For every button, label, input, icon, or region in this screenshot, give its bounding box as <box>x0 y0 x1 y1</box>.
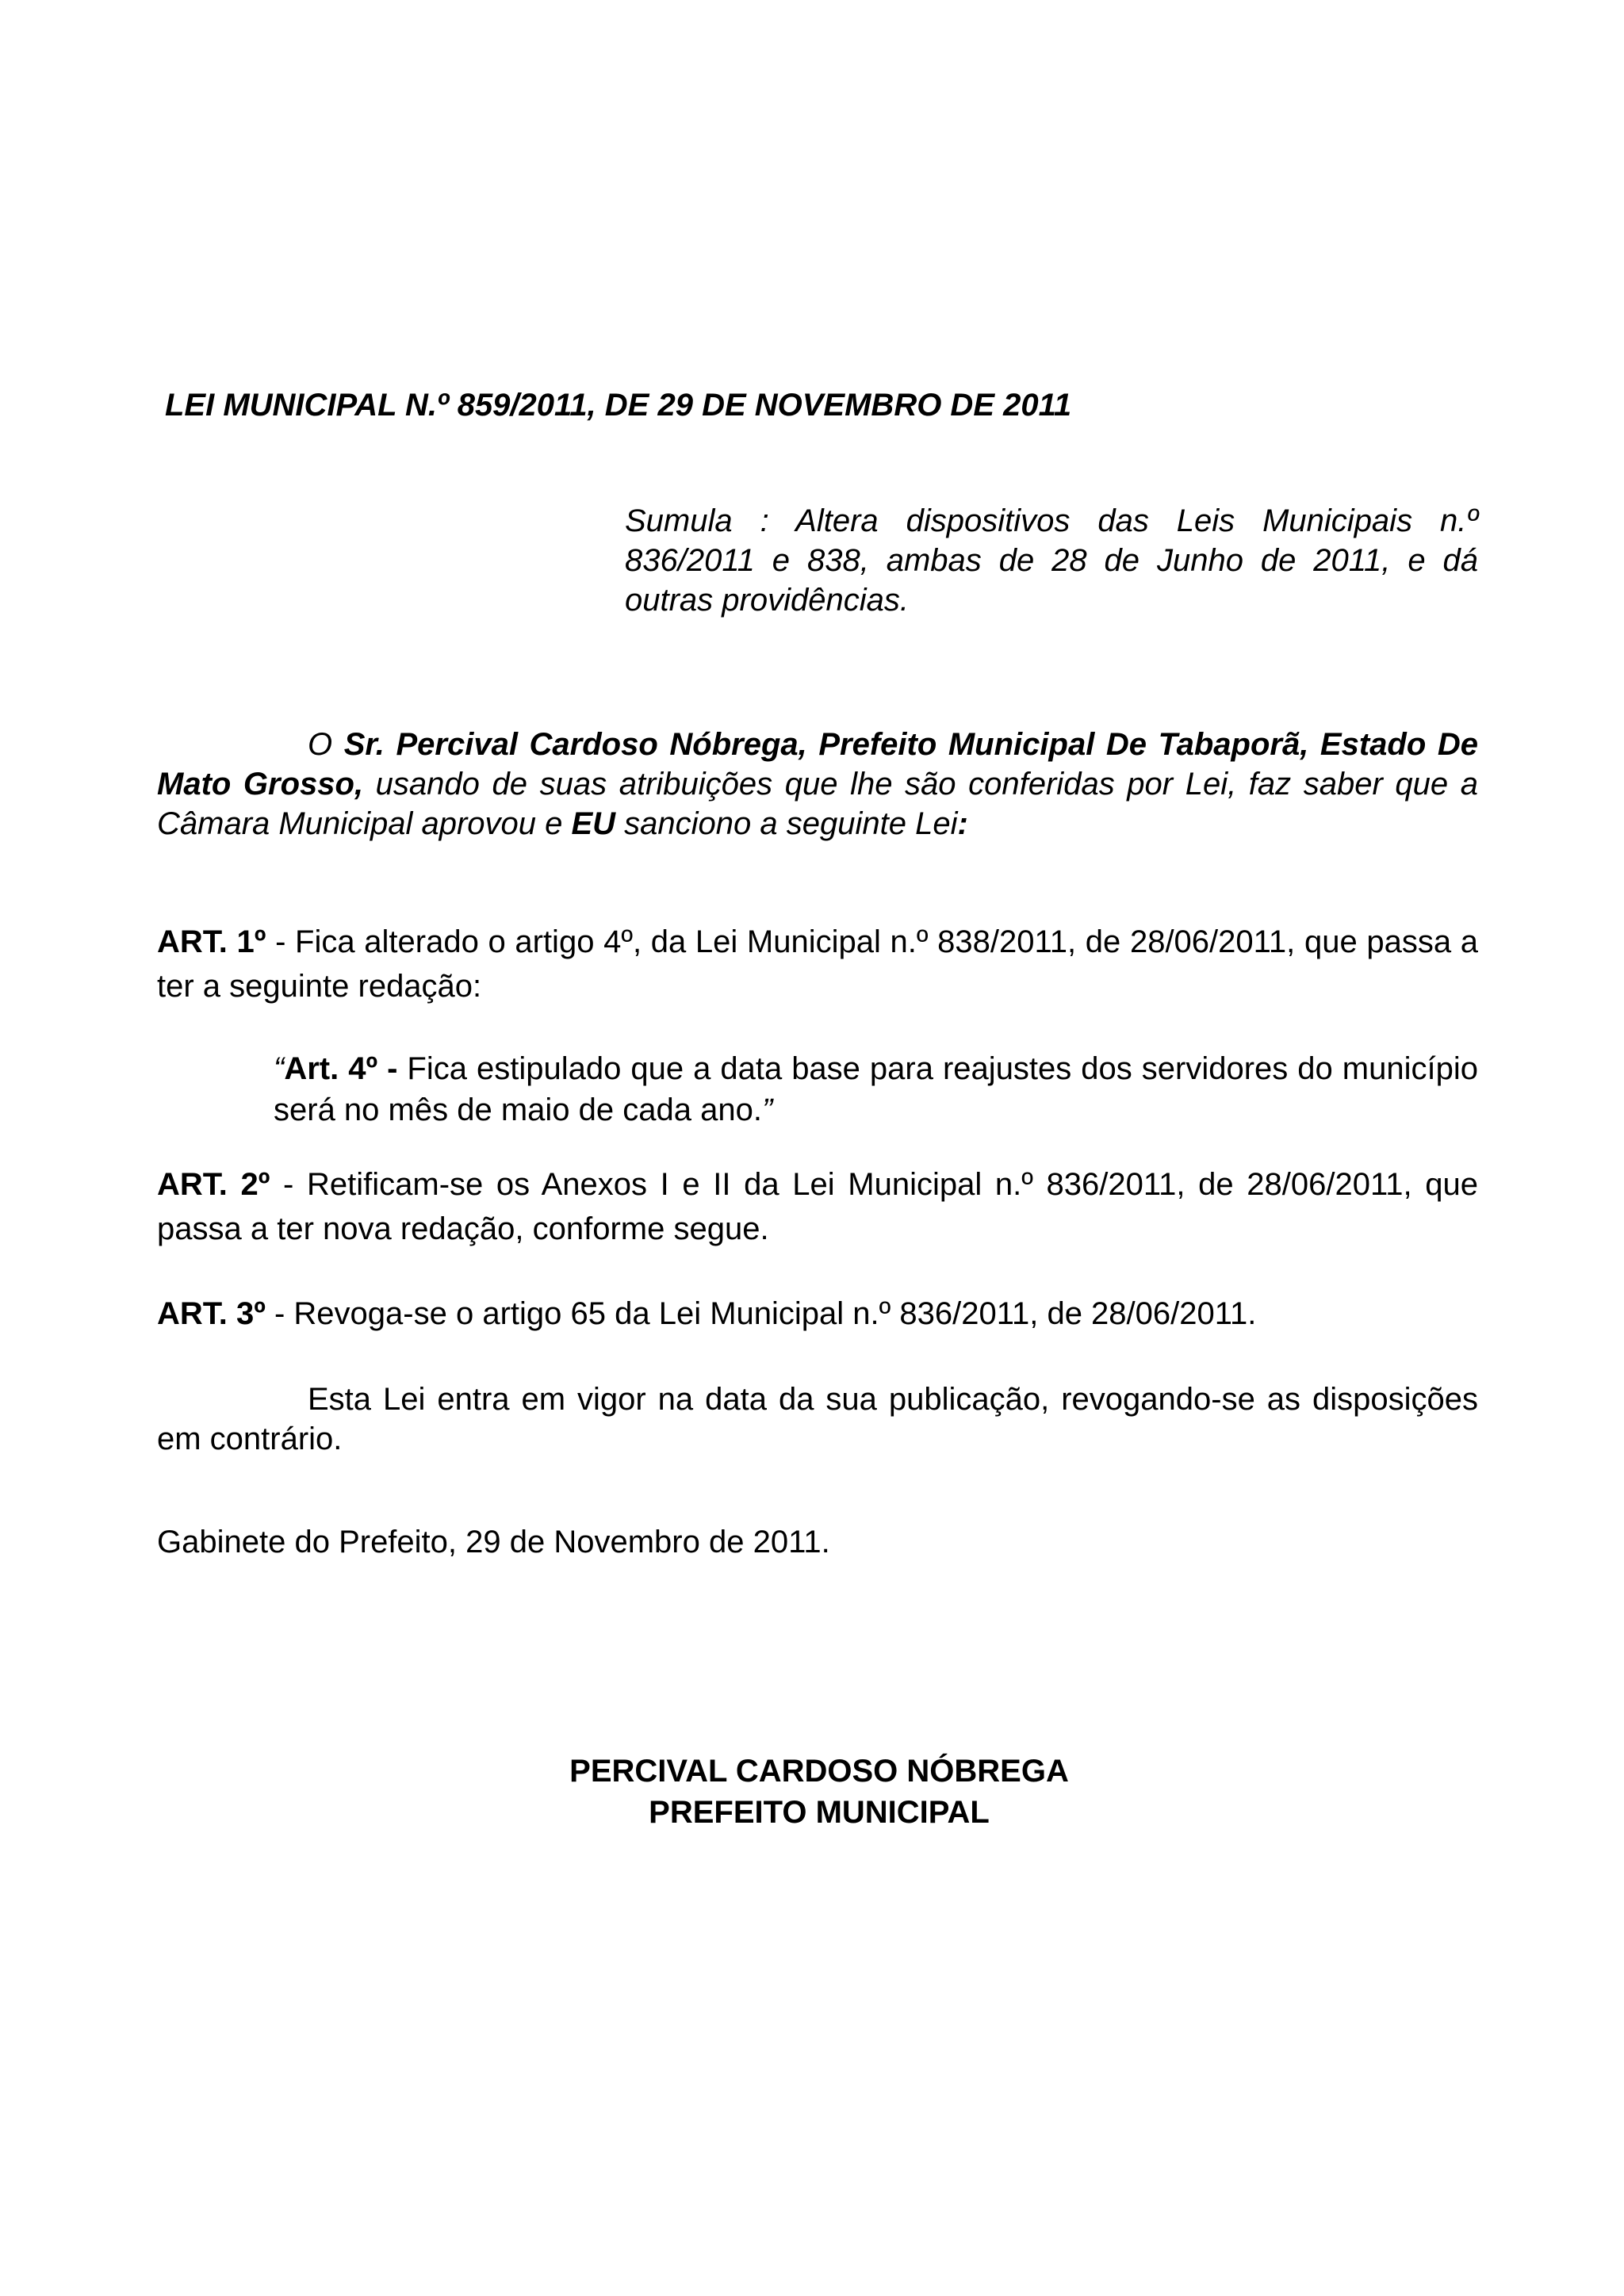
preamble-eu: EU <box>571 806 616 841</box>
preamble-mayor: Sr. Percival Cardoso Nóbrega, Prefeito Municipal De Tabaporã, Estado De Mato Grosso, <box>157 727 1478 802</box>
signatory-role: PREFEITO MUNICIPAL <box>649 1795 990 1830</box>
place-date: Gabinete do Prefeito, 29 de Novembro de 2011. <box>157 1525 830 1559</box>
article-3-label: ART. 3º <box>157 1296 266 1331</box>
signatory-name: PERCIVAL CARDOSO NÓBREGA <box>569 1754 1069 1789</box>
article-2 <box>157 1162 1478 1251</box>
article-1 <box>157 920 1478 1008</box>
close-quote: ” <box>761 1093 773 1127</box>
article-1-text: - Fica alterado o artigo 4º, da Lei Municipal n.º 838/2011, de 28/06/2011, que passa a ter a seguinte redação: <box>157 924 1478 1004</box>
open-quote: “ <box>274 1051 285 1086</box>
preamble-colon: : <box>957 806 968 841</box>
preamble-text-1: usando de suas atribuições que lhe são conferidas por Lei, faz saber que a Câmara Municipal aprovou e <box>157 767 1478 841</box>
article-2-text: - Retificam-se os Anexos I e II da Lei Municipal n.º 836/2011, de 28/06/2011, que passa a ter nova redação, conforme segue. <box>157 1167 1478 1246</box>
sumula: Sumula : Altera dispositivos das Leis Municipais n.º 836/2011 e 838, ambas de 28 de Junho de 2011, e dá outras providências. <box>625 503 1478 618</box>
quoted-article-4 <box>274 1048 1478 1131</box>
article-2-label: ART. 2º <box>157 1167 270 1202</box>
signature-block <box>474 1751 1164 1833</box>
law-title: LEI MUNICIPAL N.º 859/2011, DE 29 DE NOVEMBRO DE 2011 <box>165 388 1072 423</box>
preamble <box>157 725 1478 844</box>
preamble-text-2: sanciono a seguinte Lei <box>615 806 958 841</box>
effective-clause-text: Esta Lei entra em vigor na data da sua publicação, revogando-se as disposições em contrário. <box>157 1382 1478 1456</box>
article-3 <box>157 1294 1478 1334</box>
article-3-text: - Revoga-se o artigo 65 da Lei Municipal n.º 836/2011, de 28/06/2011. <box>265 1296 1257 1331</box>
article-1-label: ART. 1º <box>157 924 266 959</box>
quoted-article-4-label: Art. 4º - <box>284 1051 398 1086</box>
quoted-article-4-text: Fica estipulado que a data base para reajustes dos servidores do município será no mês de maio de cada ano. <box>274 1051 1478 1127</box>
preamble-o: O <box>308 727 344 762</box>
effective-clause <box>157 1380 1478 1459</box>
